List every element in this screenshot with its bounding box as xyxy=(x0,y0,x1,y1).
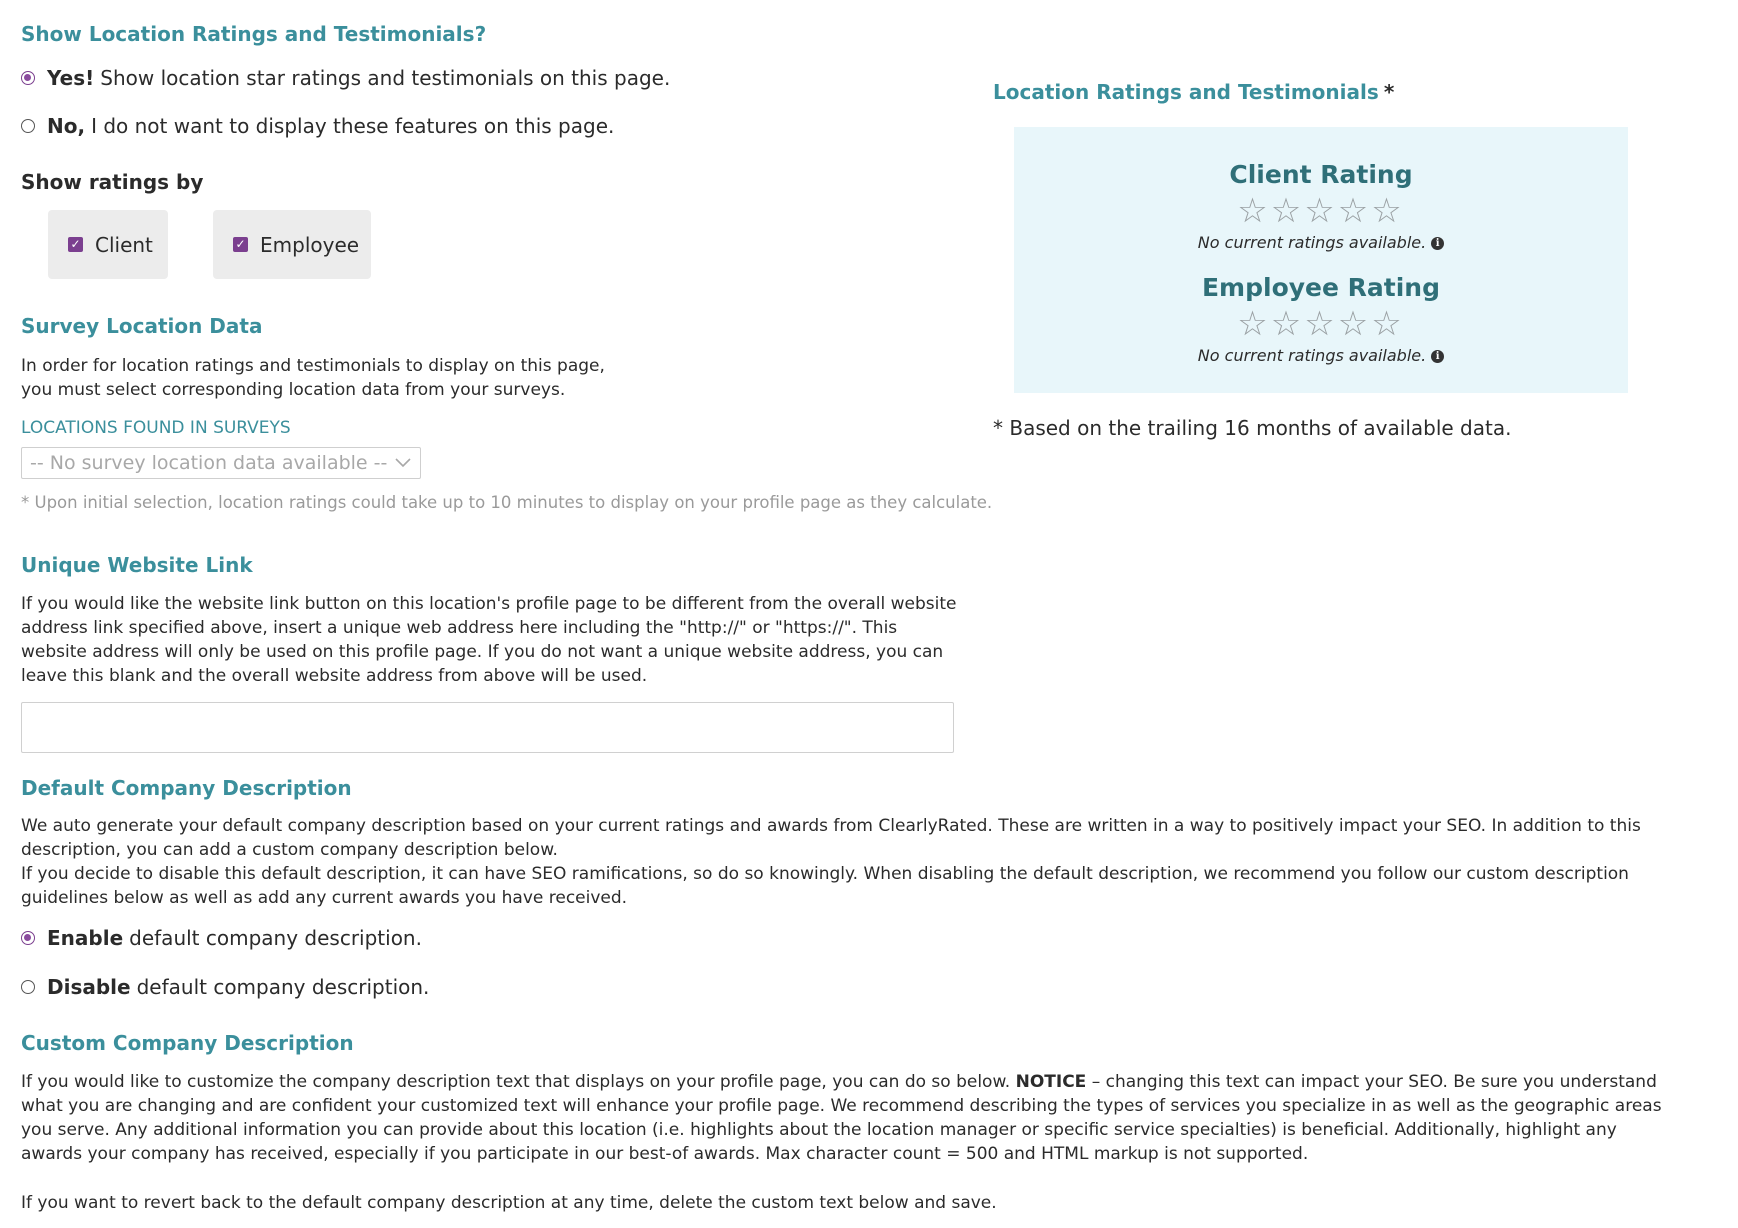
ratings-panel xyxy=(1014,127,1628,393)
survey-description-line1: In order for location ratings and testimonials to display on this page, xyxy=(21,356,605,376)
info-icon[interactable]: i xyxy=(1431,350,1444,363)
employee-checkbox-label: Employee xyxy=(260,232,360,257)
show-ratings-no-option[interactable] xyxy=(21,114,614,138)
no-bold-label: No, xyxy=(47,114,86,138)
client-checkbox[interactable]: ✓ xyxy=(68,237,83,252)
no-radio[interactable] xyxy=(21,119,35,133)
employee-no-ratings xyxy=(1014,346,1628,365)
enable-default-description-option[interactable] xyxy=(21,926,422,950)
unique-website-input[interactable] xyxy=(21,702,954,753)
ratings-panel-asterisk: * xyxy=(1383,80,1395,104)
client-no-ratings-text: No current ratings available. xyxy=(1197,233,1427,252)
enable-radio[interactable] xyxy=(21,931,35,945)
ratings-panel-heading-row xyxy=(993,80,1394,104)
website-link-description: If you would like the website link button on this location's profile page to be different from the overall website address link specified above, insert a unique web address here including the "http://" or "https://". This website address will only be used on this profile page. If you do not want a unique website address, you can leave this blank and the overall website address from above will be used. xyxy=(21,594,957,686)
yes-label: Show location star ratings and testimonials on this page. xyxy=(100,66,671,90)
custom-description-para1 xyxy=(21,1070,1671,1166)
employee-rating-title: Employee Rating xyxy=(1201,273,1440,302)
ratings-panel-heading: Location Ratings and Testimonials xyxy=(993,80,1379,104)
default-description-para2: If you decide to disable this default description, it can have SEO ramifications, so do so knowingly. When disabling the default description, we recommend you follow our custom description guidelines below as well as add any current awards you have received. xyxy=(21,864,1629,908)
disable-bold-label: Disable xyxy=(47,975,131,999)
no-label: I do not want to display these features on this page. xyxy=(91,114,615,138)
ratings-section-heading: Show Location Ratings and Testimonials? xyxy=(21,22,487,46)
custom-description-para2: If you want to revert back to the default company description at any time, delete the custom text below and save. xyxy=(21,1193,997,1213)
custom-description-text-pre: If you would like to customize the company description text that displays on your profile page, you can do so below. xyxy=(21,1072,1011,1092)
default-description-para1: We auto generate your default company description based on your current ratings and awards from ClearlyRated. These are written in a way to positively impact your SEO. In addition to this description, you can add a custom company description below. xyxy=(21,816,1641,860)
survey-description-line2: you must select corresponding location data from your surveys. xyxy=(21,380,566,400)
info-icon[interactable]: i xyxy=(1431,237,1444,250)
survey-location-select[interactable] xyxy=(21,447,421,479)
client-checkbox-label: Client xyxy=(95,232,153,257)
custom-description-heading: Custom Company Description xyxy=(21,1031,354,1055)
employee-checkbox-option[interactable] xyxy=(213,210,371,279)
employee-no-ratings-text: No current ratings available. xyxy=(1197,346,1427,365)
yes-bold-label: Yes! xyxy=(47,66,95,90)
survey-note: * Upon initial selection, location ratings could take up to 10 minutes to display on your profile page as they calculate. xyxy=(21,493,993,512)
default-description-heading: Default Company Description xyxy=(21,776,352,800)
employee-checkbox[interactable]: ✓ xyxy=(233,237,248,252)
client-no-ratings xyxy=(1014,233,1628,252)
locations-field-label: LOCATIONS FOUND IN SURVEYS xyxy=(21,418,291,438)
disable-default-description-option[interactable] xyxy=(21,975,429,999)
client-checkbox-option[interactable] xyxy=(48,210,168,279)
client-rating-title: Client Rating xyxy=(1229,160,1413,189)
show-ratings-yes-option[interactable] xyxy=(21,66,670,90)
disable-radio[interactable] xyxy=(21,980,35,994)
custom-description-text-post: – changing this text can impact your SEO. Be sure you understand what you are changing and are confident your customized text will enhance your profile page. We recommend describing the types of services you specialize in as well as the geographic areas you serve. Any additional information you can provide about this location (i.e. highlights about the location manager or specific service specialties) is beneficial. Additionally, highlight any awards your company has received, especially if you participate in our best-of awards. Max character count = 500 and HTML markup is not supported. xyxy=(21,1072,1662,1164)
yes-radio[interactable] xyxy=(21,71,35,85)
notice-label: NOTICE xyxy=(1015,1072,1087,1092)
website-link-heading: Unique Website Link xyxy=(21,553,253,577)
survey-section-heading: Survey Location Data xyxy=(21,314,263,338)
ratings-footnote: * Based on the trailing 16 months of available data. xyxy=(993,416,1512,440)
chevron-down-icon xyxy=(394,457,412,469)
survey-location-select-value: -- No survey location data available -- xyxy=(30,452,388,474)
client-star-rating: ☆☆☆☆☆ xyxy=(1237,191,1405,231)
disable-label: default company description. xyxy=(136,975,430,999)
show-ratings-by-label: Show ratings by xyxy=(21,170,204,194)
employee-star-rating: ☆☆☆☆☆ xyxy=(1237,304,1405,344)
enable-bold-label: Enable xyxy=(47,926,124,950)
enable-label: default company description. xyxy=(129,926,422,950)
